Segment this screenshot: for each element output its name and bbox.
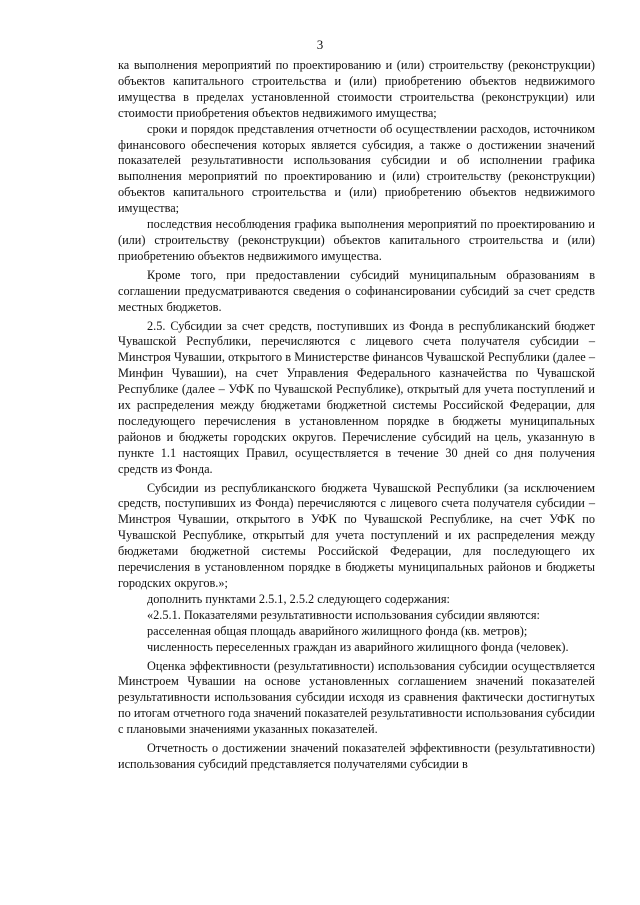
paragraph-4: Кроме того, при предоставлении субсидий муниципальным образованиям в соглашении предусматриваются сведения о софинансировании субсидий за счет средств местных бюджетов. <box>118 267 595 314</box>
paragraph-3: последствия несоблюдения графика выполнения мероприятий по проектированию и (или) строительству (реконструкции) объектов капитального строительства и (или) приобретению объектов недвижимого имущества. <box>118 217 595 263</box>
paragraph-10: численность переселенных граждан из аварийного жилищного фонда (человек). <box>147 639 569 654</box>
paragraph-6: Субсидии из республиканского бюджета Чувашской Республики (за исключением средств, поступивших из Фонда) перечисляются с лицевого счета получателя субсидии – Минстроя Чувашии, открытого в УФК по Чувашской Республике, на счет УФК по Чувашской Республике, открытый для учета поступлений и их распределения между бюджетами бюджетной системы Российской Федерации, для последующего их перечисления в установленном порядке в бюджеты муниципальных районов и бюджеты городских округов.»; <box>118 480 595 590</box>
paragraph-12: Отчетность о достижении значений показателей эффективности (результативности) использования субсидий представляется получателями субсидии в <box>118 741 595 771</box>
paragraph-9: расселенная общая площадь аварийного жилищного фонда (кв. метров); <box>147 623 528 638</box>
paragraph-5: 2.5. Субсидии за счет средств, поступивших из Фонда в республиканский бюджет Чувашской Республики, перечисляются с лицевого счета получателя субсидии – Минстроя Чувашии, открытого в Министерстве финансов Чувашской Республики (далее – Минфин Чувашии), на счет Управления Федерального казначейства по Чувашской Республике (далее – УФК по Чувашской Республике), открытый для учета поступлений и их распределения между бюджетами бюджетной системы Российской Федерации, для последующего перечисления в установленном порядке в бюджеты муниципальных районов и бюджеты городских округов. Перечисление субсидий на цель, указанную в пункте 1.1 настоящих Правил, осуществляется в течение 30 дней со дня получения средств из Фонда. <box>118 318 595 476</box>
paragraph-7: дополнить пунктами 2.5.1, 2.5.2 следующего содержания: <box>147 591 450 606</box>
paragraph-2: сроки и порядок представления отчетности об осуществлении расходов, источником финансового обеспечения которых является субсидия, а также о достижении значений показателей результативности использования субсидии и об исполнении графика выполнения мероприятий по проектированию и (или) строительству (реконструкции) объектов капитального строительства и (или) приобретению объектов недвижимого имущества; <box>118 121 595 216</box>
paragraph-11: Оценка эффективности (результативности) использования субсидии осуществляется Минстроем Чувашии на основе установленных соглашением значений показателей результативности использования субсидии исходя из сравнения фактически достигнутых по итогам отчетного года значений показателей результативности использования субсидии с плановыми значениями указанных показателей. <box>118 658 595 737</box>
paragraph-8: «2.5.1. Показателями результативности использования субсидии являются: <box>147 607 540 622</box>
paragraph-1: ка выполнения мероприятий по проектированию и (или) строительству (реконструкции) объектов капитального строительства и (или) приобретению объектов недвижимого имущества в пределах установленной стоимости строительства (реконструкции) или стоимости приобретения объектов недвижимого имущества; <box>118 58 595 120</box>
document-body <box>118 58 595 773</box>
page-number: 3 <box>316 37 324 52</box>
